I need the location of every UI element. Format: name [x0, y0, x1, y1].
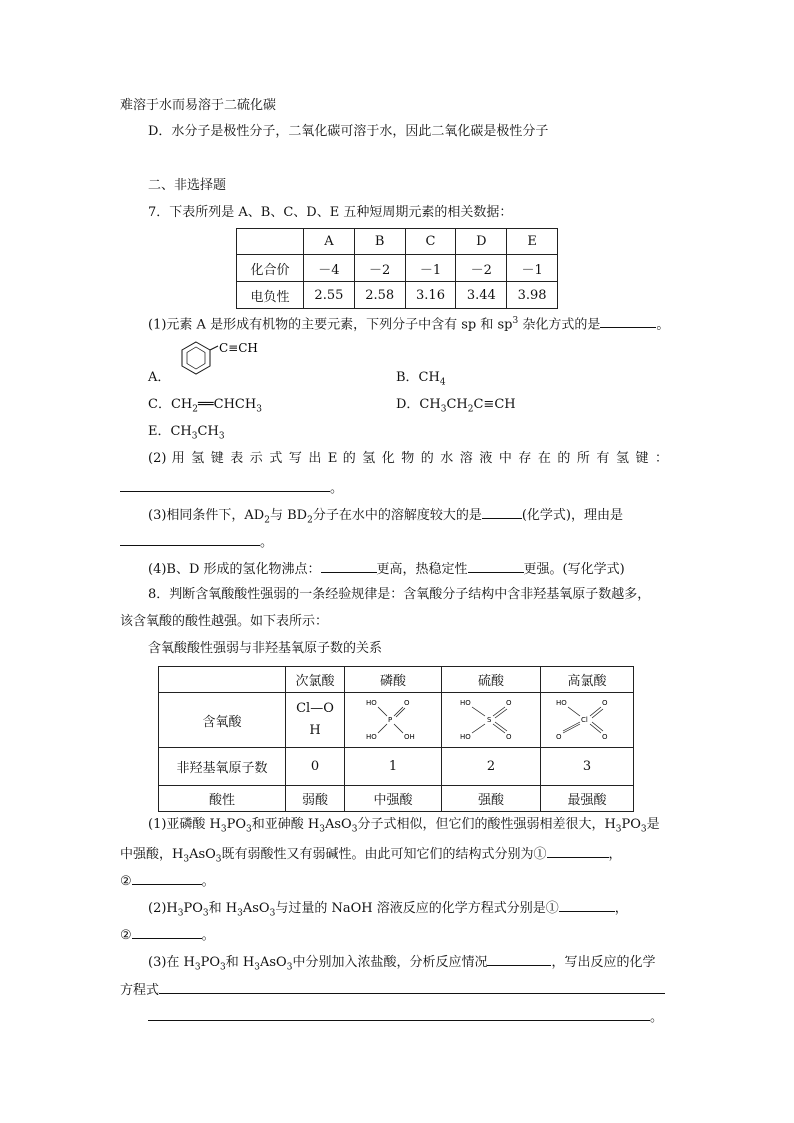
q7-cell: －1 — [507, 255, 558, 282]
answer-blank[interactable] — [487, 951, 551, 966]
svg-text:S: S — [487, 716, 492, 724]
q8-cell: 弱酸 — [286, 786, 345, 812]
q7-option-b: B．$CH_4$ — [396, 370, 446, 388]
svg-text:O: O — [556, 733, 562, 741]
svg-text:O: O — [404, 699, 410, 707]
svg-text:O: O — [506, 733, 512, 741]
q8-th-h3po4: 磷酸 — [345, 667, 442, 693]
q7-th-0 — [237, 229, 304, 255]
q7-th-c: C — [405, 229, 456, 255]
q7-part1: (1)元素 A 是形成有机物的主要元素，下列分子中含有 sp 和 $sp^3$ 杂化方式的是 。 — [148, 311, 669, 335]
q7-th-a: A — [304, 229, 355, 255]
q7-part2-answer: 。 — [120, 477, 343, 499]
q8-part3-line3: 。 — [148, 1006, 663, 1028]
q7-cell: 2.58 — [354, 282, 405, 309]
option-d: D．水分子是极性分子，二氧化碳可溶于水，因此二氧化碳是极性分子 — [148, 124, 549, 139]
h2so4-structure — [442, 693, 541, 748]
q7-cell: 3.98 — [507, 282, 558, 309]
q8-th-h2so4: 硫酸 — [442, 667, 541, 693]
answer-blank[interactable] — [321, 558, 377, 573]
answer-blank[interactable] — [148, 1006, 650, 1021]
svg-text:HO: HO — [460, 733, 471, 741]
q8-cell: 强酸 — [442, 786, 541, 812]
svg-text:Cl: Cl — [581, 716, 588, 724]
q7-cell: 2.55 — [304, 282, 355, 309]
bond-line — [210, 346, 218, 350]
answer-blank[interactable] — [559, 897, 615, 912]
q7-option-e: E．$CH_3CH_3$ — [148, 424, 225, 442]
q8-part1-line2: 中强酸，$H_3AsO_3$既有弱酸性又有弱碱性。由此可知它们的结构式分别为① ， — [120, 843, 622, 870]
q7-cell: －2 — [456, 255, 507, 282]
svg-text:HO: HO — [460, 699, 471, 707]
q7-th-e: E — [507, 229, 558, 255]
q8-th-hclo: 次氯酸 — [286, 667, 345, 693]
answer-blank[interactable] — [468, 558, 524, 573]
answer-blank[interactable] — [482, 504, 522, 519]
q8-cell: 2 — [442, 748, 541, 786]
answer-blank[interactable] — [600, 313, 656, 328]
alkyne-group-label: C≡CH — [219, 341, 258, 355]
q8-caption: 含氧酸酸性强弱与非羟基氧原子数的关系 — [148, 641, 383, 656]
q8-table — [158, 666, 634, 812]
svg-text:HO: HO — [366, 733, 377, 741]
q7-row-label: 化合价 — [237, 255, 304, 282]
answer-blank[interactable] — [159, 979, 665, 994]
q7-option-a-label: A． — [148, 370, 171, 385]
q8-cell: 3 — [541, 748, 634, 786]
svg-text:P: P — [388, 716, 393, 724]
q8-part3-line1: (3)在 $H_3PO_3$和 $H_3AsO_3$中分别加入浓盐酸，分析反应情况 ，写出反应的化学 — [148, 951, 655, 978]
answer-blank[interactable] — [120, 531, 260, 546]
q8-cell: 中强酸 — [345, 786, 442, 812]
q8-part1-line1: (1)亚磷酸 $H_3PO_3$和亚砷酸 $H_3AsO_3$分子式相似，但它们的酸性强弱相差很大，$H_3PO_3$是 — [148, 817, 660, 835]
q7-cell: －4 — [304, 255, 355, 282]
svg-text:HO: HO — [366, 699, 377, 707]
text-line: 难溶于水而易溶于二硫化碳 — [120, 98, 277, 113]
svg-text:OH: OH — [404, 733, 415, 741]
q7-stem: 7．下表所列是 A、B、C、D、E 五种短周期元素的相关数据： — [148, 205, 513, 220]
perchloric-acid-diagram — [542, 693, 632, 743]
q7-cell: －1 — [405, 255, 456, 282]
q8-stem-line2: 该含氧酸的酸性越强。如下表所示： — [120, 614, 329, 629]
answer-blank[interactable] — [547, 843, 609, 858]
svg-text:O: O — [602, 699, 608, 707]
q8-cell: 1 — [345, 748, 442, 786]
benzene-inner — [187, 347, 205, 369]
q8-cell: 0 — [286, 748, 345, 786]
q7-cell: －2 — [354, 255, 405, 282]
h3po4-structure — [345, 693, 442, 748]
q7-row-label: 电负性 — [237, 282, 304, 309]
phosphoric-acid-diagram — [348, 693, 438, 743]
answer-blank[interactable] — [132, 870, 202, 885]
q7-cell: 3.16 — [405, 282, 456, 309]
q7-th-b: B — [354, 229, 405, 255]
q8-row-label: 非羟基氧原子数 — [159, 748, 286, 786]
hclo-structure: Cl—O H — [286, 693, 345, 748]
svg-text:HO: HO — [556, 699, 567, 707]
section-heading: 二、非选择题 — [148, 178, 227, 193]
q8-cell: 最强酸 — [541, 786, 634, 812]
svg-text:O: O — [506, 699, 512, 707]
q8-part2-line2: ② 。 — [120, 924, 215, 946]
phenylacetylene-structure — [170, 336, 270, 386]
answer-blank[interactable] — [132, 924, 202, 939]
sulfuric-acid-diagram — [446, 693, 536, 743]
q7-part2: (2) 用 氢 键 表 示 式 写 出 E 的 氢 化 物 的 水 溶 液 中 存 在 的 所 有 氢 键 ： — [148, 451, 668, 466]
q8-row-label: 酸性 — [159, 786, 286, 812]
q8-th-0 — [159, 667, 286, 693]
q8-part1-line3: ② 。 — [120, 870, 215, 892]
q8-row-label: 含氧酸 — [159, 693, 286, 748]
svg-text:O: O — [602, 733, 608, 741]
q7-cell: 3.44 — [456, 282, 507, 309]
answer-blank[interactable] — [120, 477, 330, 492]
q7-table — [236, 228, 558, 309]
q7-part4: (4)B、D 形成的氢化物沸点： 更高，热稳定性 更强。(写化学式) — [148, 558, 625, 580]
q8-th-hclo4: 高氯酸 — [541, 667, 634, 693]
q8-part2-line1: $(2)H_3PO_3$和 $H_3AsO_3$与过量的 NaOH 溶液反应的化学方程式分别是① ， — [148, 897, 628, 924]
q8-part3-line2: 方程式 — [120, 979, 665, 1001]
q7-option-d: D．$CH_3CH_2C\equiv CH$ — [396, 397, 516, 415]
q7-th-d: D — [456, 229, 507, 255]
q7-part3-answer: 。 — [120, 531, 273, 553]
q7-part3: (3)相同条件下，$AD_2$与 $BD_2$分子在水中的溶解度较大的是 (化学式)，理由是 — [148, 504, 623, 531]
q7-option-c: C．$CH_2══CHCH_3$ — [148, 397, 262, 415]
q8-stem-line1: 8．判断含氧酸酸性强弱的一条经验规律是：含氧酸分子结构中含非羟基氧原子数越多， — [148, 587, 651, 602]
hclo4-structure — [541, 693, 634, 748]
